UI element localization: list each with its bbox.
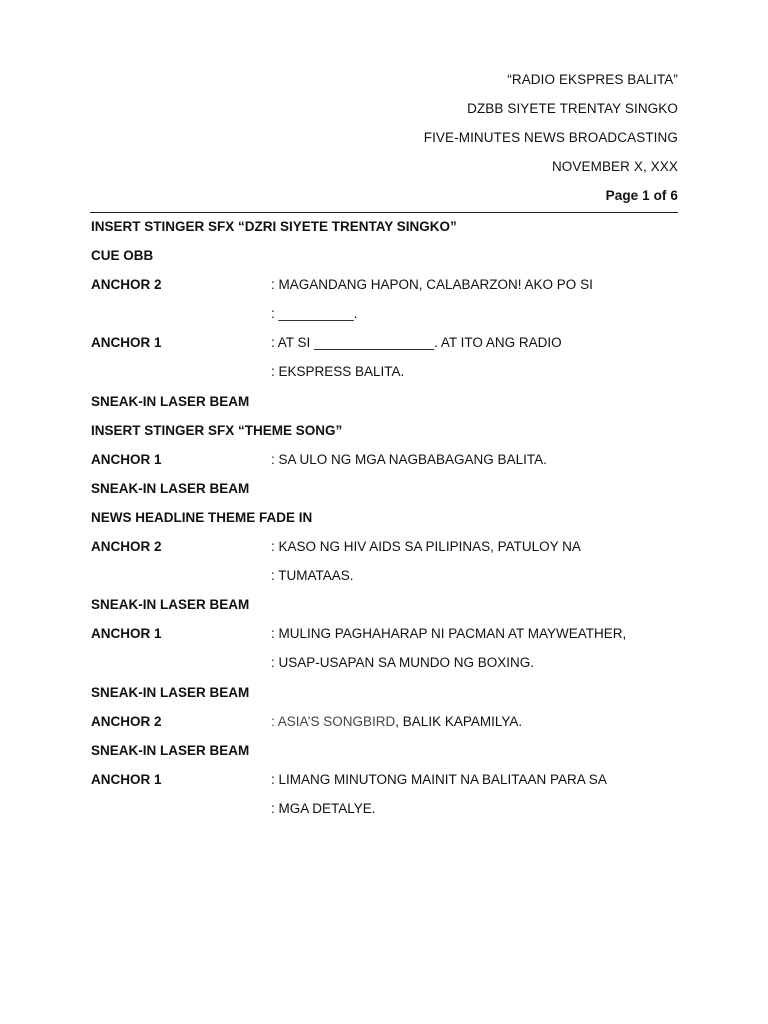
- header-divider: [90, 212, 678, 213]
- dialogue-text: : TUMATAAS.: [271, 568, 354, 584]
- program-title: “RADIO EKSPRES BALITA”: [507, 72, 678, 87]
- dialogue-text: [271, 712, 522, 732]
- dialogue-line: [91, 770, 691, 799]
- dialogue-line: [91, 566, 691, 595]
- speaker-label: ANCHOR 2: [91, 713, 162, 729]
- dialogue-text: : AT SI ________________. AT ITO ANG RADIO: [271, 335, 562, 351]
- dialogue-line: [91, 799, 691, 828]
- production-cue: SNEAK-IN LASER BEAM: [91, 393, 250, 409]
- speaker-label: ANCHOR 1: [91, 335, 162, 351]
- station-name: DZBB SIYETE TRENTAY SINGKO: [467, 101, 678, 116]
- dialogue-line: [91, 362, 691, 391]
- page-number: Page 1 of 6: [605, 188, 678, 203]
- dialogue-text: : MAGANDANG HAPON, CALABARZON! AKO PO SI: [271, 277, 593, 293]
- speaker-label: ANCHOR 2: [91, 277, 162, 293]
- dialogue-line: [91, 304, 691, 333]
- production-cue: SNEAK-IN LASER BEAM: [91, 480, 250, 496]
- script-body: [91, 217, 691, 828]
- dialogue-text: : MGA DETALYE.: [271, 800, 376, 816]
- dialogue-line: [91, 333, 691, 362]
- production-cue: CUE OBB: [91, 248, 154, 264]
- dialogue-text: : LIMANG MINUTONG MAINIT NA BALITAAN PARA SA: [271, 771, 607, 787]
- production-cue: INSERT STINGER SFX “DZRI SIYETE TRENTAY SINGKO”: [91, 219, 457, 234]
- speaker-label: ANCHOR 2: [91, 539, 162, 555]
- production-cue: SNEAK-IN LASER BEAM: [91, 684, 250, 700]
- dialogue-line: [91, 537, 691, 566]
- dialogue-line: [91, 653, 691, 682]
- production-cue: SNEAK-IN LASER BEAM: [91, 742, 250, 758]
- broadcast-date: NOVEMBER X, XXX: [551, 159, 678, 174]
- broadcast-format: FIVE-MINUTES NEWS BROADCASTING: [423, 130, 678, 145]
- dialogue-text: : USAP-USAPAN SA MUNDO NG BOXING.: [271, 655, 535, 671]
- production-cue: SNEAK-IN LASER BEAM: [91, 597, 250, 613]
- dialogue-text: : EKSPRESS BALITA.: [271, 364, 405, 380]
- dialogue-text-highlight: : ASIA’S SONGBIRD: [271, 713, 396, 729]
- speaker-label: ANCHOR 1: [91, 771, 162, 787]
- dialogue-line: [91, 275, 691, 304]
- production-cue: NEWS HEADLINE THEME FADE IN: [91, 509, 313, 525]
- dialogue-text: : SA ULO NG MGA NAGBABAGANG BALITA.: [271, 451, 547, 467]
- dialogue-line: [91, 624, 691, 653]
- dialogue-text: : __________.: [271, 306, 358, 322]
- dialogue-text-rest: , BALIK KAPAMILYA.: [395, 713, 523, 729]
- speaker-label: ANCHOR 1: [91, 451, 162, 467]
- dialogue-text: : KASO NG HIV AIDS SA PILIPINAS, PATULOY NA: [271, 539, 581, 555]
- production-cue: INSERT STINGER SFX “THEME SONG”: [91, 422, 343, 438]
- script-header: [424, 70, 678, 215]
- dialogue-text: : MULING PAGHAHARAP NI PACMAN AT MAYWEATHER,: [271, 626, 627, 642]
- dialogue-line: [91, 450, 691, 479]
- dialogue-line: [91, 712, 691, 741]
- speaker-label: ANCHOR 1: [91, 626, 162, 642]
